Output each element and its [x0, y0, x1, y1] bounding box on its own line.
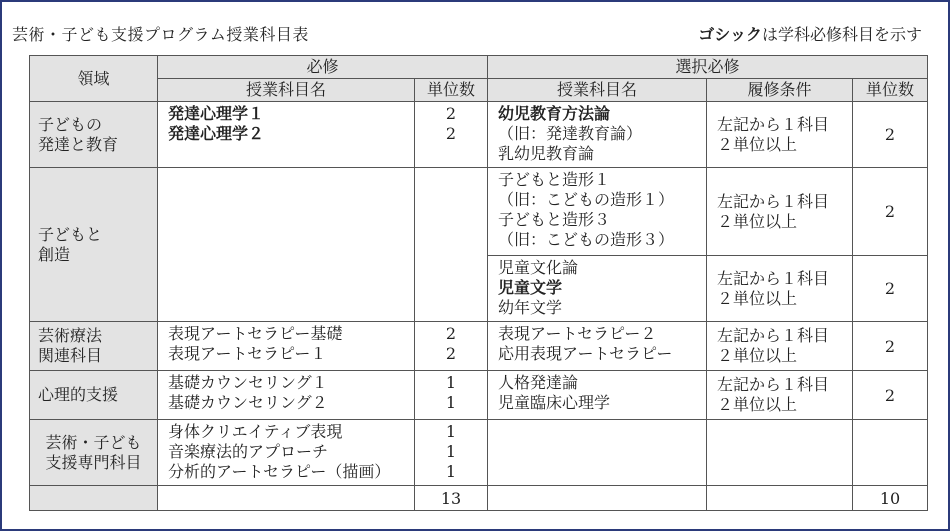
required-credits: 2 2	[415, 322, 488, 371]
totals-row	[30, 486, 928, 511]
page-title: 芸術・子ども支援プログラム授業科目表	[12, 25, 309, 44]
required-courses: 表現アートセラピー基礎 表現アートセラピー１	[158, 322, 415, 371]
legend-gothic: ゴシック	[698, 25, 762, 44]
condition-cell: 左記から１科目 ２単位以上	[707, 102, 853, 168]
totals-ele-course-empty	[488, 486, 707, 511]
condition-cell: 左記から１科目 ２単位以上	[707, 371, 853, 420]
required-courses: 発達心理学１ 発達心理学２	[158, 102, 415, 168]
totals-domain-empty	[30, 486, 158, 511]
elective-courses-empty	[488, 420, 707, 486]
domain-cell: 心理的支援	[30, 371, 158, 420]
elective-credits-empty	[853, 420, 928, 486]
required-courses-empty	[158, 168, 415, 322]
totals-req-course-empty	[158, 486, 415, 511]
condition-cell: 左記から１科目 ２単位以上	[707, 168, 853, 256]
total-elective-credits: 10	[853, 486, 928, 511]
table-row	[30, 102, 928, 168]
header-row-2	[30, 79, 928, 102]
elective-courses: 表現アートセラピー２ 応用表現アートセラピー	[488, 322, 707, 371]
header-domain: 領域	[30, 56, 158, 102]
course-table	[29, 55, 928, 511]
domain-cell: 芸術・子ども 支援専門科目	[30, 420, 158, 486]
header-condition: 履修条件	[707, 79, 853, 102]
elective-credits: 2	[853, 102, 928, 168]
header-ele-course-name: 授業科目名	[488, 79, 707, 102]
total-required-credits: 13	[415, 486, 488, 511]
elective-courses: 人格発達論 児童臨床心理学	[488, 371, 707, 420]
condition-cell: 左記から１科目 ２単位以上	[707, 256, 853, 322]
header-required: 必修	[158, 56, 488, 79]
domain-cell: 芸術療法 関連科目	[30, 322, 158, 371]
elective-credits: 2	[853, 371, 928, 420]
required-courses: 基礎カウンセリング１ 基礎カウンセリング２	[158, 371, 415, 420]
table-row	[30, 168, 928, 256]
domain-cell: 子どもの 発達と教育	[30, 102, 158, 168]
totals-condition-empty	[707, 486, 853, 511]
legend-text: は学科必修科目を示す	[761, 25, 922, 44]
header-req-course-name: 授業科目名	[158, 79, 415, 102]
elective-credits: 2	[853, 168, 928, 256]
legend-note	[698, 22, 922, 45]
required-credits-empty	[415, 168, 488, 322]
elective-courses: 子どもと造形１ （旧：こどもの造形１） 子どもと造形３ （旧：こどもの造形３）	[488, 168, 707, 256]
table-row	[30, 322, 928, 371]
domain-cell: 子どもと 創造	[30, 168, 158, 322]
elective-courses: 幼児教育方法論 （旧：発達教育論） 乳幼児教育論	[488, 102, 707, 168]
table-row	[30, 371, 928, 420]
required-courses: 身体クリエイティブ表現 音楽療法的アプローチ 分析的アートセラピー（描画）	[158, 420, 415, 486]
required-credits: 1 1 1	[415, 420, 488, 486]
elective-courses: 児童文化論 児童文学 幼年文学	[488, 256, 707, 322]
header-row-1	[30, 56, 928, 79]
header-elective: 選択必修	[488, 56, 928, 79]
header-req-credits: 単位数	[415, 79, 488, 102]
elective-credits: 2	[853, 322, 928, 371]
condition-empty	[707, 420, 853, 486]
elective-credits: 2	[853, 256, 928, 322]
header-ele-credits: 単位数	[853, 79, 928, 102]
condition-cell: 左記から１科目 ２単位以上	[707, 322, 853, 371]
table-row	[30, 420, 928, 486]
required-credits: 1 1	[415, 371, 488, 420]
required-credits: 2 2	[415, 102, 488, 168]
